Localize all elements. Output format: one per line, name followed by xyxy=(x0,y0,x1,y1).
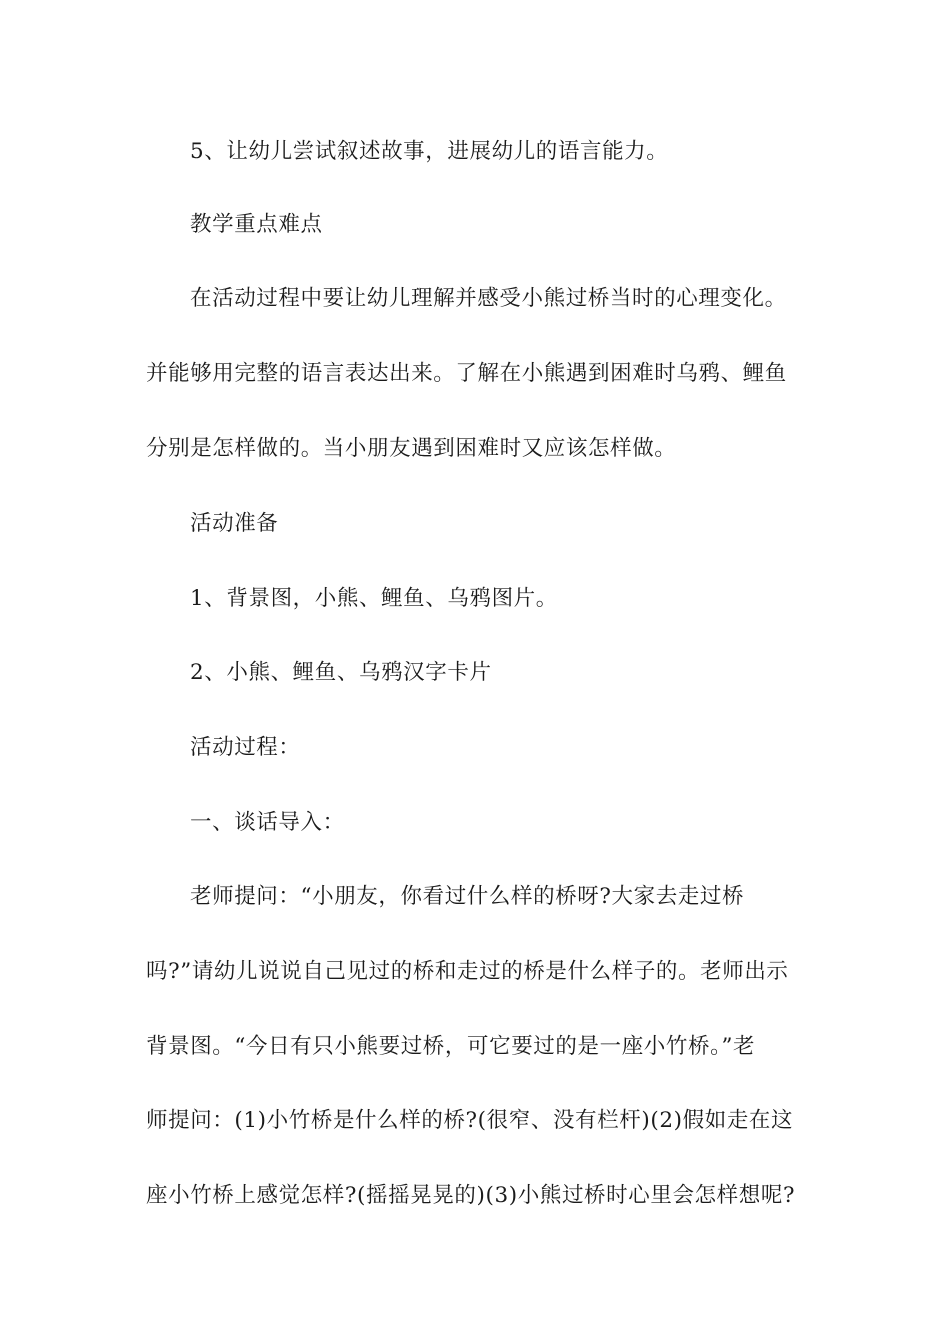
paragraph-focus-line-1: 在活动过程中要让幼儿理解并感受小熊过桥当时的心理变化。 xyxy=(190,286,787,311)
paragraph-focus-line-3: 分别是怎样做的。当小朋友遇到困难时又应该怎样做。 xyxy=(146,436,677,461)
paragraph-process-line-2: 吗?”请幼儿说说自己见过的桥和走过的桥是什么样子的。老师出示 xyxy=(146,959,789,984)
paragraph-process-line-3: 背景图。“今日有只小熊要过桥，可它要过的是一座小竹桥。”老 xyxy=(146,1034,756,1059)
paragraph-process-line-1: 老师提问：“小朋友，你看过什么样的桥呀?大家去走过桥 xyxy=(190,884,745,909)
heading-activity-preparation: 活动准备 xyxy=(190,511,279,536)
heading-teaching-focus: 教学重点难点 xyxy=(190,212,323,237)
heading-activity-process: 活动过程： xyxy=(190,735,301,760)
preparation-item-2: 2、小熊、鲤鱼、乌鸦汉字卡片 xyxy=(190,660,492,685)
process-step-1-heading: 一、谈话导入： xyxy=(190,810,345,835)
text-line-goal-5: 5、让幼儿尝试叙述故事，进展幼儿的语言能力。 xyxy=(190,139,669,164)
paragraph-focus-line-2: 并能够用完整的语言表达出来。了解在小熊遇到困难时乌鸦、鲤鱼 xyxy=(146,361,787,386)
paragraph-process-line-5: 座小竹桥上感觉怎样?(摇摇晃晃的)(3)小熊过桥时心里会怎样想呢? xyxy=(146,1183,796,1208)
paragraph-process-line-4: 师提问：(1)小竹桥是什么样的桥?(很窄、没有栏杆)(2)假如走在这 xyxy=(146,1108,794,1133)
preparation-item-1: 1、背景图，小熊、鲤鱼、乌鸦图片。 xyxy=(190,586,558,611)
